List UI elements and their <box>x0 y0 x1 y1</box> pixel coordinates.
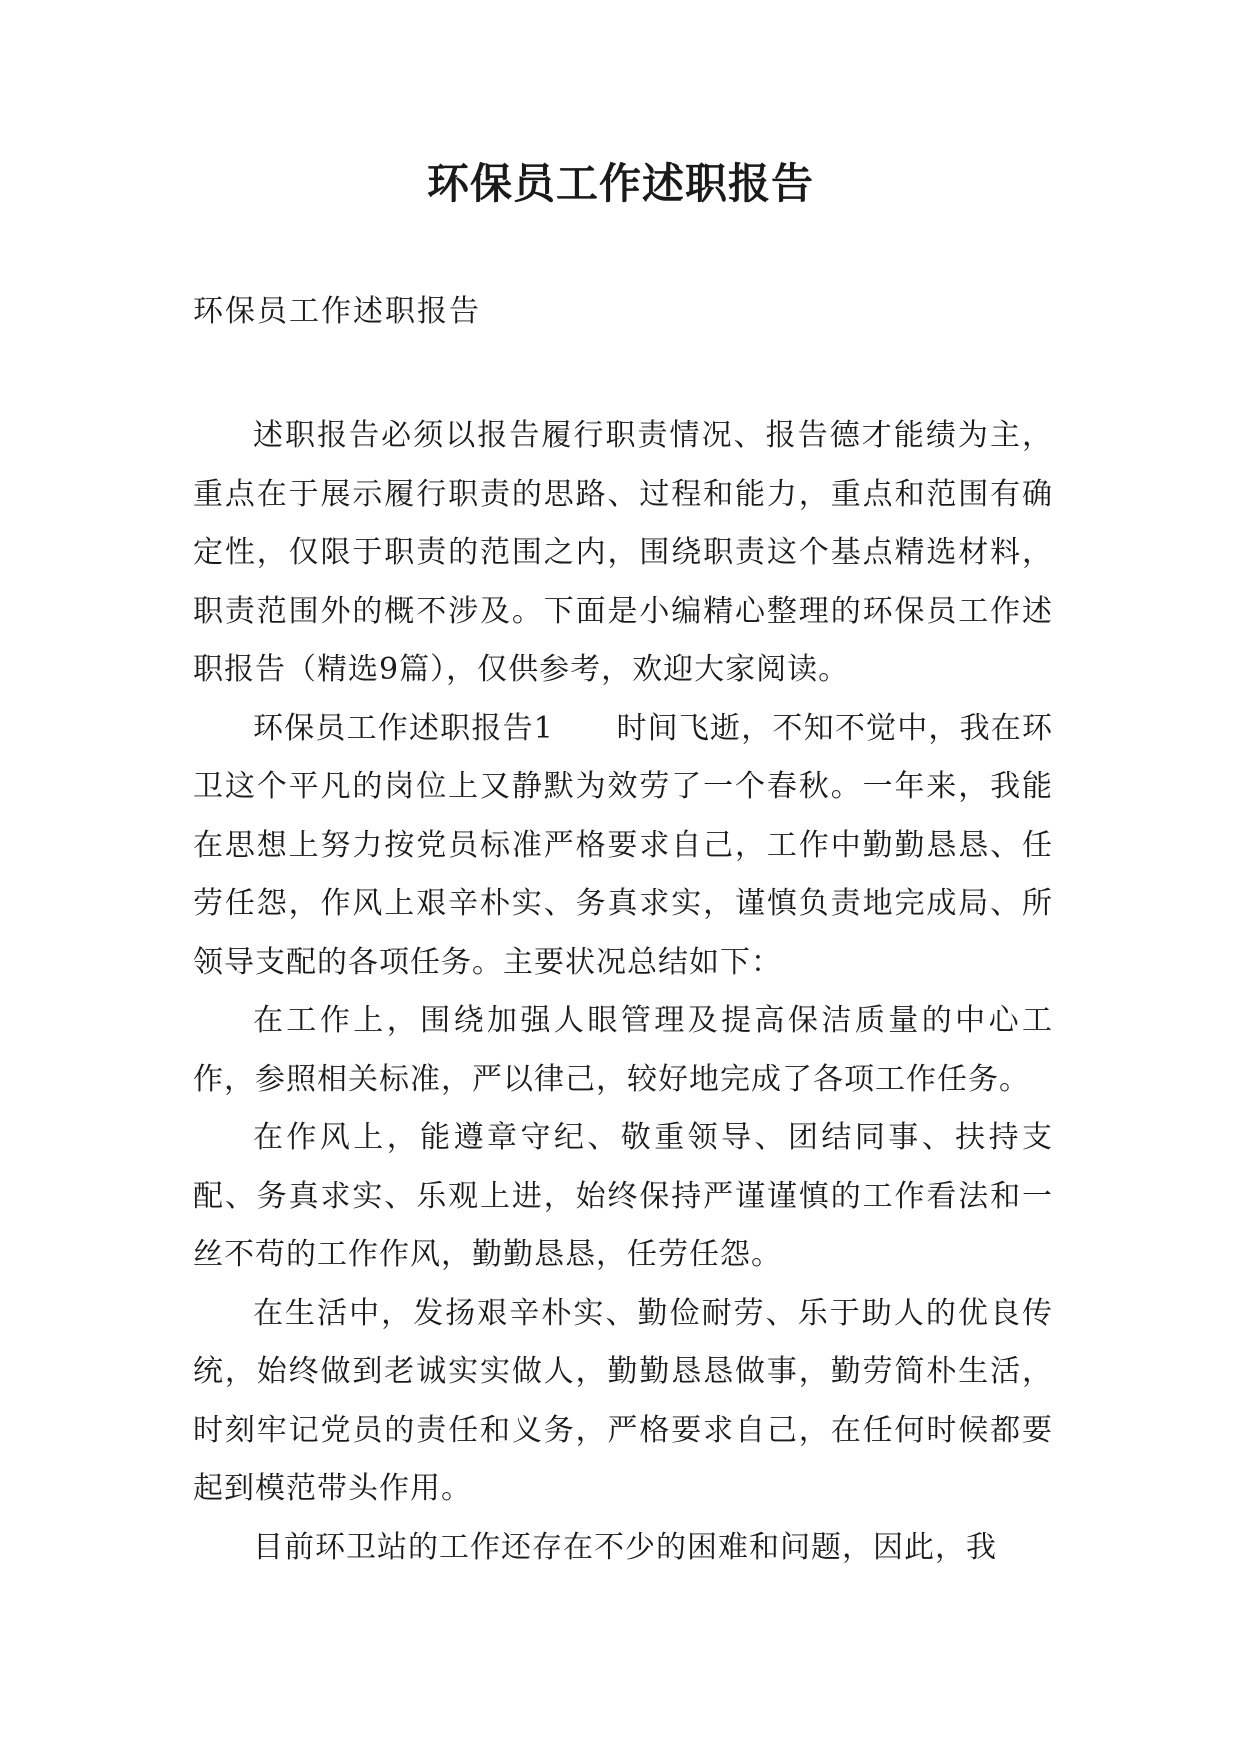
paragraph-style: 在作风上，能遵章守纪、敬重领导、团结同事、扶持支配、务真求实、乐观上进，始终保持严谨谨慎的工作看法和一丝不苟的工作作风，勤勤恳恳，任劳任怨。 <box>193 1120 1053 1272</box>
paragraph-work: 在工作上，围绕加强人眼管理及提高保洁质量的中心工作，参照相关标准，严以律己，较好地完成了各项工作任务。 <box>193 1003 1053 1097</box>
paragraph-intro: 述职报告必须以报告履行职责情况、报告德才能绩为主，重点在于展示履行职责的思路、过程和能力，重点和范围有确定性，仅限于职责的范围之内，围绕职责这个基点精选材料，职责范围外的概不涉及。下面是小编精心整理的环保员工作述职报告（精选9篇），仅供参考，欢迎大家阅读。 <box>193 418 1053 687</box>
paragraph-report-1: 环保员工作述职报告1 时间飞逝，不知不觉中，我在环卫这个平凡的岗位上又静默为效劳了一个春秋。一年来，我能在思想上努力按党员标准严格要求自己，工作中勤勤恳恳、任劳任怨，作风上艰辛朴实、务真求实，谨慎负责地完成局、所领导支配的各项任务。主要状况总结如下： <box>193 710 1053 980</box>
document-subtitle: 环保员工作述职报告 <box>193 294 481 329</box>
document-title: 环保员工作述职报告 <box>426 159 814 208</box>
paragraph-problems: 目前环卫站的工作还存在不少的困难和问题，因此，我 <box>253 1529 997 1565</box>
document-body <box>193 407 1053 1577</box>
paragraph-life: 在生活中，发扬艰辛朴实、勤俭耐劳、乐于助人的优良传统，始终做到老诚实实做人，勤勤恳恳做事，勤劳简朴生活，时刻牢记党员的责任和义务，严格要求自己，在任何时候都要起到模范带头作用。 <box>193 1295 1053 1506</box>
